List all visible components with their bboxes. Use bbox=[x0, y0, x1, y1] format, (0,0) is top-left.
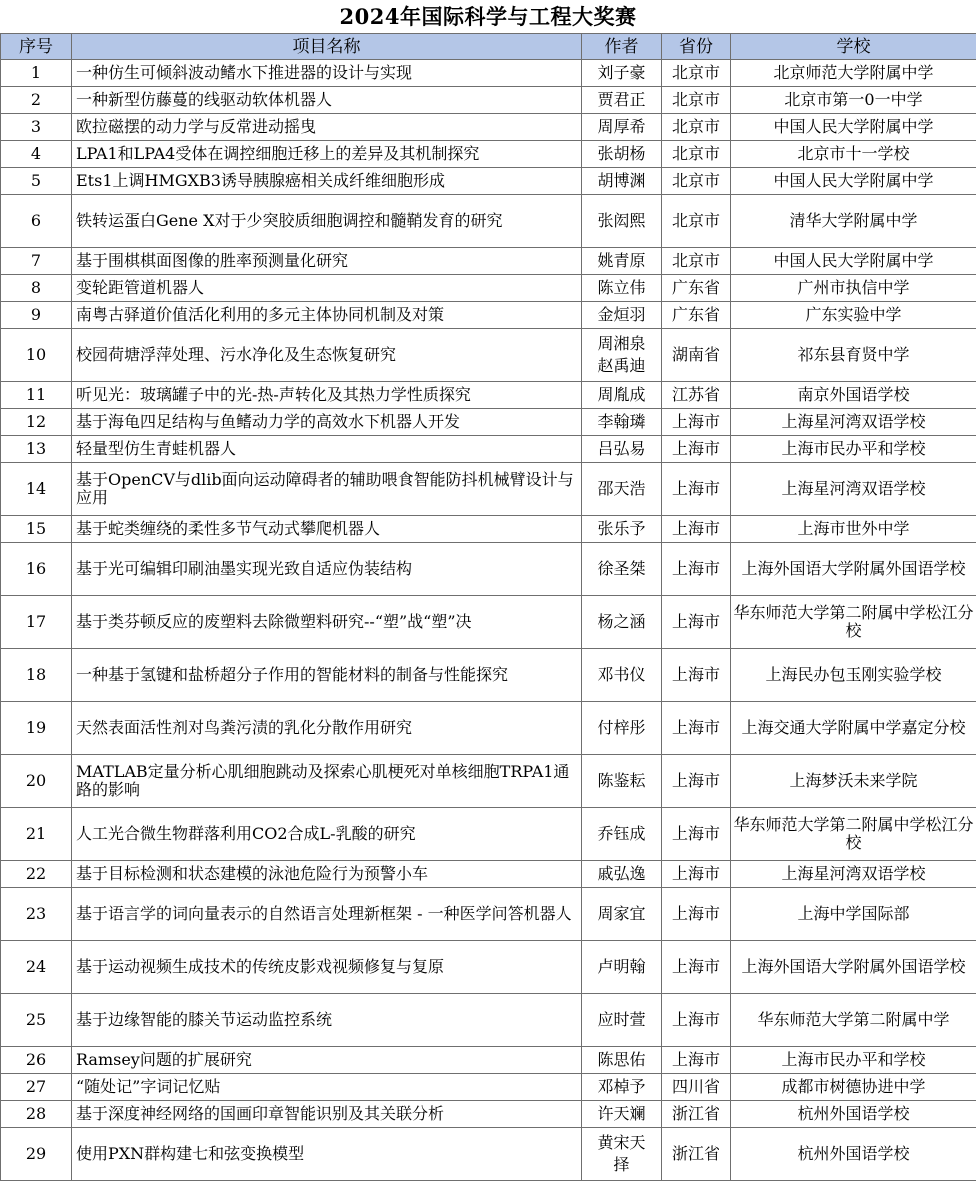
row-author: 乔钰成 bbox=[582, 808, 662, 861]
row-no: 24 bbox=[1, 941, 72, 994]
row-province: 广东省 bbox=[662, 275, 731, 302]
table-row bbox=[1, 941, 976, 994]
row-no: 27 bbox=[1, 1074, 72, 1101]
row-no: 26 bbox=[1, 1047, 72, 1074]
row-province: 上海市 bbox=[662, 649, 731, 702]
row-province: 上海市 bbox=[662, 1047, 731, 1074]
row-project: 基于光可编辑印刷油墨实现光致自适应伪装结构 bbox=[72, 543, 582, 596]
row-project: 使用PXN群构建七和弦变换模型 bbox=[72, 1128, 582, 1181]
table-row bbox=[1, 1101, 976, 1128]
table-row bbox=[1, 248, 976, 275]
row-school: 南京外国语学校 bbox=[731, 382, 976, 409]
row-school: 上海星河湾双语学校 bbox=[731, 861, 976, 888]
row-school: 中国人民大学附属中学 bbox=[731, 114, 976, 141]
row-province: 上海市 bbox=[662, 543, 731, 596]
row-project: 基于类芬顿反应的废塑料去除微塑料研究--“塑”战“塑”决 bbox=[72, 596, 582, 649]
row-project: 校园荷塘浮萍处理、污水净化及生态恢复研究 bbox=[72, 329, 582, 382]
row-author: 周胤成 bbox=[582, 382, 662, 409]
row-project: 基于语言学的词向量表示的自然语言处理新框架 - 一种医学问答机器人 bbox=[72, 888, 582, 941]
awards-table bbox=[0, 33, 976, 1181]
header-no: 序号 bbox=[1, 34, 72, 60]
row-no: 18 bbox=[1, 649, 72, 702]
row-author: 周家宜 bbox=[582, 888, 662, 941]
row-school: 华东师范大学第二附属中学松江分校 bbox=[731, 596, 976, 649]
row-no: 15 bbox=[1, 516, 72, 543]
row-author: 邓棹予 bbox=[582, 1074, 662, 1101]
table-row bbox=[1, 649, 976, 702]
row-no: 23 bbox=[1, 888, 72, 941]
row-no: 28 bbox=[1, 1101, 72, 1128]
row-project: MATLAB定量分析心肌细胞跳动及探索心肌梗死对单核细胞TRPA1通路的影响 bbox=[72, 755, 582, 808]
row-project: 基于围棋棋面图像的胜率预测量化研究 bbox=[72, 248, 582, 275]
row-school: 成都市树德协进中学 bbox=[731, 1074, 976, 1101]
row-no: 7 bbox=[1, 248, 72, 275]
row-school: 北京师范大学附属中学 bbox=[731, 60, 976, 87]
row-author: 陈立伟 bbox=[582, 275, 662, 302]
table-row bbox=[1, 60, 976, 87]
row-project: Ramsey问题的扩展研究 bbox=[72, 1047, 582, 1074]
row-province: 上海市 bbox=[662, 516, 731, 543]
table-row bbox=[1, 543, 976, 596]
row-no: 14 bbox=[1, 463, 72, 516]
table-row bbox=[1, 195, 976, 248]
table-row bbox=[1, 1128, 976, 1181]
row-project: 南粤古驿道价值活化利用的多元主体协同机制及对策 bbox=[72, 302, 582, 329]
row-no: 25 bbox=[1, 994, 72, 1047]
row-no: 11 bbox=[1, 382, 72, 409]
row-school: 上海市民办平和学校 bbox=[731, 1047, 976, 1074]
row-project: 基于目标检测和状态建模的泳池危险行为预警小车 bbox=[72, 861, 582, 888]
row-school: 上海星河湾双语学校 bbox=[731, 409, 976, 436]
row-school: 上海市民办平和学校 bbox=[731, 436, 976, 463]
row-school: 上海外国语大学附属外国语学校 bbox=[731, 543, 976, 596]
page-title: 2024年国际科学与工程大奖赛 bbox=[339, 4, 637, 29]
row-project: 基于边缘智能的膝关节运动监控系统 bbox=[72, 994, 582, 1047]
header-school: 学校 bbox=[731, 34, 976, 60]
row-province: 上海市 bbox=[662, 755, 731, 808]
table-row bbox=[1, 302, 976, 329]
row-province: 上海市 bbox=[662, 861, 731, 888]
row-province: 北京市 bbox=[662, 87, 731, 114]
table-row bbox=[1, 596, 976, 649]
table-row bbox=[1, 1074, 976, 1101]
table-row bbox=[1, 409, 976, 436]
row-province: 江苏省 bbox=[662, 382, 731, 409]
row-author: 张闳熙 bbox=[582, 195, 662, 248]
row-province: 北京市 bbox=[662, 248, 731, 275]
row-project: 天然表面活性剂对鸟粪污渍的乳化分散作用研究 bbox=[72, 702, 582, 755]
row-no: 12 bbox=[1, 409, 72, 436]
row-no: 17 bbox=[1, 596, 72, 649]
table-row bbox=[1, 702, 976, 755]
row-no: 22 bbox=[1, 861, 72, 888]
row-author: 张胡杨 bbox=[582, 141, 662, 168]
row-province: 浙江省 bbox=[662, 1128, 731, 1181]
row-project: 欧拉磁摆的动力学与反常进动摇曳 bbox=[72, 114, 582, 141]
row-author: 陈思佑 bbox=[582, 1047, 662, 1074]
row-school: 广东实验中学 bbox=[731, 302, 976, 329]
table-row bbox=[1, 382, 976, 409]
row-no: 5 bbox=[1, 168, 72, 195]
row-province: 上海市 bbox=[662, 941, 731, 994]
row-no: 16 bbox=[1, 543, 72, 596]
header-project: 项目名称 bbox=[72, 34, 582, 60]
row-author: 金烜羽 bbox=[582, 302, 662, 329]
row-province: 上海市 bbox=[662, 409, 731, 436]
row-school: 华东师范大学第二附属中学 bbox=[731, 994, 976, 1047]
row-no: 6 bbox=[1, 195, 72, 248]
row-author: 刘子豪 bbox=[582, 60, 662, 87]
table-row bbox=[1, 755, 976, 808]
row-author: 卢明翰 bbox=[582, 941, 662, 994]
row-author: 邓书仪 bbox=[582, 649, 662, 702]
row-no: 10 bbox=[1, 329, 72, 382]
row-project: 人工光合微生物群落利用CO2合成L-乳酸的研究 bbox=[72, 808, 582, 861]
row-province: 上海市 bbox=[662, 436, 731, 463]
table-row bbox=[1, 1047, 976, 1074]
row-author: 李翰璘 bbox=[582, 409, 662, 436]
row-province: 广东省 bbox=[662, 302, 731, 329]
row-province: 湖南省 bbox=[662, 329, 731, 382]
table-row bbox=[1, 808, 976, 861]
row-school: 杭州外国语学校 bbox=[731, 1101, 976, 1128]
row-school: 清华大学附属中学 bbox=[731, 195, 976, 248]
row-school: 中国人民大学附属中学 bbox=[731, 168, 976, 195]
header-province: 省份 bbox=[662, 34, 731, 60]
row-project: Ets1上调HMGXB3诱导胰腺癌相关成纤维细胞形成 bbox=[72, 168, 582, 195]
row-school: 广州市执信中学 bbox=[731, 275, 976, 302]
row-project: 基于蛇类缠绕的柔性多节气动式攀爬机器人 bbox=[72, 516, 582, 543]
row-school: 上海星河湾双语学校 bbox=[731, 463, 976, 516]
table-row bbox=[1, 329, 976, 382]
row-project: 基于深度神经网络的国画印章智能识别及其关联分析 bbox=[72, 1101, 582, 1128]
row-province: 上海市 bbox=[662, 702, 731, 755]
row-province: 上海市 bbox=[662, 888, 731, 941]
row-author: 戚弘逸 bbox=[582, 861, 662, 888]
row-author: 徐圣桀 bbox=[582, 543, 662, 596]
table-row bbox=[1, 141, 976, 168]
table-row bbox=[1, 436, 976, 463]
row-no: 13 bbox=[1, 436, 72, 463]
row-province: 北京市 bbox=[662, 60, 731, 87]
row-author: 邵天浩 bbox=[582, 463, 662, 516]
row-province: 上海市 bbox=[662, 808, 731, 861]
row-province: 北京市 bbox=[662, 114, 731, 141]
table-row bbox=[1, 87, 976, 114]
row-no: 9 bbox=[1, 302, 72, 329]
row-school: 上海市世外中学 bbox=[731, 516, 976, 543]
row-project: 基于OpenCV与dlib面向运动障碍者的辅助喂食智能防抖机械臂设计与应用 bbox=[72, 463, 582, 516]
row-project: 轻量型仿生青蛙机器人 bbox=[72, 436, 582, 463]
row-province: 北京市 bbox=[662, 168, 731, 195]
row-author: 贾君正 bbox=[582, 87, 662, 114]
row-author: 周湘泉 赵禹迪 bbox=[582, 329, 662, 382]
row-no: 2 bbox=[1, 87, 72, 114]
row-author: 应时萱 bbox=[582, 994, 662, 1047]
row-project: 一种基于氢键和盐桥超分子作用的智能材料的制备与性能探究 bbox=[72, 649, 582, 702]
row-school: 上海民办包玉刚实验学校 bbox=[731, 649, 976, 702]
row-author: 姚青原 bbox=[582, 248, 662, 275]
row-province: 上海市 bbox=[662, 994, 731, 1047]
row-no: 29 bbox=[1, 1128, 72, 1181]
table-header-row bbox=[1, 34, 976, 60]
row-province: 北京市 bbox=[662, 141, 731, 168]
row-school: 中国人民大学附属中学 bbox=[731, 248, 976, 275]
header-author: 作者 bbox=[582, 34, 662, 60]
row-project: 基于海龟四足结构与鱼鳍动力学的高效水下机器人开发 bbox=[72, 409, 582, 436]
row-project: “随处记”字词记忆贴 bbox=[72, 1074, 582, 1101]
table-row bbox=[1, 861, 976, 888]
row-school: 上海外国语大学附属外国语学校 bbox=[731, 941, 976, 994]
row-project: LPA1和LPA4受体在调控细胞迁移上的差异及其机制探究 bbox=[72, 141, 582, 168]
row-author: 陈鉴耘 bbox=[582, 755, 662, 808]
row-author: 许天斓 bbox=[582, 1101, 662, 1128]
row-school: 北京市第一0一中学 bbox=[731, 87, 976, 114]
row-project: 一种新型仿藤蔓的线驱动软体机器人 bbox=[72, 87, 582, 114]
row-school: 祁东县育贤中学 bbox=[731, 329, 976, 382]
row-author: 张乐予 bbox=[582, 516, 662, 543]
row-project: 听见光：玻璃罐子中的光-热-声转化及其热力学性质探究 bbox=[72, 382, 582, 409]
table-row bbox=[1, 994, 976, 1047]
row-province: 上海市 bbox=[662, 463, 731, 516]
row-no: 21 bbox=[1, 808, 72, 861]
row-no: 19 bbox=[1, 702, 72, 755]
row-no: 1 bbox=[1, 60, 72, 87]
table-body bbox=[1, 60, 976, 1181]
row-no: 8 bbox=[1, 275, 72, 302]
table-row bbox=[1, 114, 976, 141]
row-project: 变轮距管道机器人 bbox=[72, 275, 582, 302]
row-author: 杨之涵 bbox=[582, 596, 662, 649]
row-author: 付梓彤 bbox=[582, 702, 662, 755]
table-row bbox=[1, 888, 976, 941]
row-no: 4 bbox=[1, 141, 72, 168]
row-project: 一种仿生可倾斜波动鳍水下推进器的设计与实现 bbox=[72, 60, 582, 87]
table-row bbox=[1, 516, 976, 543]
table-row bbox=[1, 275, 976, 302]
row-project: 铁转运蛋白Gene X对于少突胶质细胞调控和髓鞘发育的研究 bbox=[72, 195, 582, 248]
row-author: 周厚希 bbox=[582, 114, 662, 141]
row-school: 上海梦沃未来学院 bbox=[731, 755, 976, 808]
row-school: 华东师范大学第二附属中学松江分校 bbox=[731, 808, 976, 861]
row-school: 杭州外国语学校 bbox=[731, 1128, 976, 1181]
row-province: 四川省 bbox=[662, 1074, 731, 1101]
row-province: 浙江省 bbox=[662, 1101, 731, 1128]
row-province: 北京市 bbox=[662, 195, 731, 248]
table-row bbox=[1, 168, 976, 195]
row-project: 基于运动视频生成技术的传统皮影戏视频修复与复原 bbox=[72, 941, 582, 994]
row-author: 吕弘易 bbox=[582, 436, 662, 463]
row-school: 上海中学国际部 bbox=[731, 888, 976, 941]
row-no: 20 bbox=[1, 755, 72, 808]
row-author: 黄宋天择 bbox=[582, 1128, 662, 1181]
table-row bbox=[1, 463, 976, 516]
row-no: 3 bbox=[1, 114, 72, 141]
row-author: 胡博渊 bbox=[582, 168, 662, 195]
row-province: 上海市 bbox=[662, 596, 731, 649]
row-school: 上海交通大学附属中学嘉定分校 bbox=[731, 702, 976, 755]
row-school: 北京市十一学校 bbox=[731, 141, 976, 168]
